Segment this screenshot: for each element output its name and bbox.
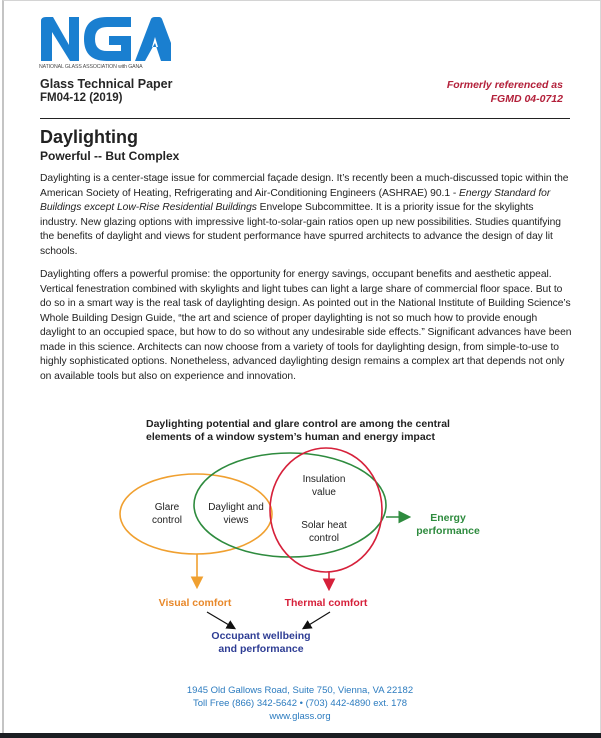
- footer-website[interactable]: www.glass.org: [269, 711, 331, 722]
- paper-title: Glass Technical Paper: [40, 77, 173, 91]
- solar-heat-control-label: [292, 520, 356, 545]
- caption-line1: Daylighting potential and glare control are among the central: [146, 418, 450, 430]
- occupant-line1: Occupant wellbeing: [211, 630, 311, 642]
- solar-line1: Solar heat: [301, 520, 347, 531]
- viewer-bottom-bar: [0, 733, 601, 738]
- energy-performance-label: [410, 512, 486, 537]
- document-title: Daylighting: [40, 127, 138, 147]
- diagram-caption: [146, 418, 450, 444]
- paragraph-2: Daylighting offers a powerful promise: the opportunity for energy savings, occupant benefits and aesthetic appeal. Vertical fenestration combined with skylights and light tubes can light a large share of commercial floor space. But to do so in a smart way is the real task of daylighting design. As pointed out in the National Institute of Building Science’s Whole Building Design Guide, “the art and science of proper daylighting is not so much how to provide enough daylight to an occupied space, but how to do so without any undesirable side effects.” Significant advances have been made in this science. Architects can now choose from a variety of tools for daylighting design, from simple-to-use to highly sophisticated options. Nonetheless, advanced daylighting design remains a complex art that depends not only on available tools but also on experience and innovation.: [40, 269, 572, 382]
- solar-line2: control: [308, 532, 339, 544]
- glare-line2: control: [151, 514, 182, 526]
- thermal-comfort-label: Thermal comfort: [284, 597, 368, 609]
- paragraph-1-part1: Daylighting is a center-stage issue for commercial façade design. It’s recently been a much-discussed topic within the American Society of Heating, Refrigerating and Air-Conditioning Engineers (ASHRAE) 90.1 -: [40, 173, 569, 199]
- header-divider: [40, 118, 570, 119]
- formerly-line1: Formerly referenced as: [446, 79, 563, 91]
- document-subtitle: Powerful -- But Complex: [40, 149, 180, 163]
- occupant-line2: and performance: [218, 643, 304, 655]
- insulation-value-label: [292, 474, 356, 499]
- paragraph-1: [40, 172, 572, 259]
- caption-line2: elements of a window system’s human and energy impact: [146, 431, 436, 443]
- logo-tagline: NATIONAL GLASS ASSOCIATION with GANA: [39, 64, 143, 70]
- footer-phone: Toll Free (866) 342-5642 • (703) 442-4890 ext. 178: [192, 698, 408, 709]
- glare-line1: Glare: [154, 502, 180, 513]
- daylight-line1: Daylight and: [208, 502, 264, 513]
- daylight-views-label: [200, 502, 272, 527]
- paragraph-1-italic: Energy Standard for Buildings except Low-Rise Residential Buildings: [40, 187, 551, 213]
- glare-control-label: [142, 502, 192, 527]
- daylight-line2: views: [223, 514, 249, 526]
- visual-comfort-label: Visual comfort: [158, 597, 232, 609]
- insulation-line2: value: [312, 486, 336, 498]
- nga-logo: [39, 15, 171, 71]
- document-page: [2, 0, 601, 734]
- nga-logo-mark: [39, 15, 171, 63]
- formerly-line2: FGMD 04-0712: [490, 93, 563, 105]
- formerly-referenced: [447, 78, 563, 106]
- paper-id: FM04-12 (2019): [40, 92, 123, 104]
- energy-line2: performance: [416, 524, 480, 537]
- paragraph-1-part2: Envelope Subcommittee. It is a priority issue for the skylights industry. New glazing options with impressive light-to-solar-gain ratios open up new possibilities. Studies quantifying the benefits of daylight and views for student performance have spurred architects to advance the design of day lit schools.: [40, 202, 561, 257]
- occupant-wellbeing-label: [198, 630, 324, 656]
- footer-address: 1945 Old Gallows Road, Suite 750, Vienna, VA 22182: [186, 685, 414, 696]
- insulation-line1: Insulation: [302, 474, 346, 485]
- energy-line1: Energy: [430, 512, 466, 524]
